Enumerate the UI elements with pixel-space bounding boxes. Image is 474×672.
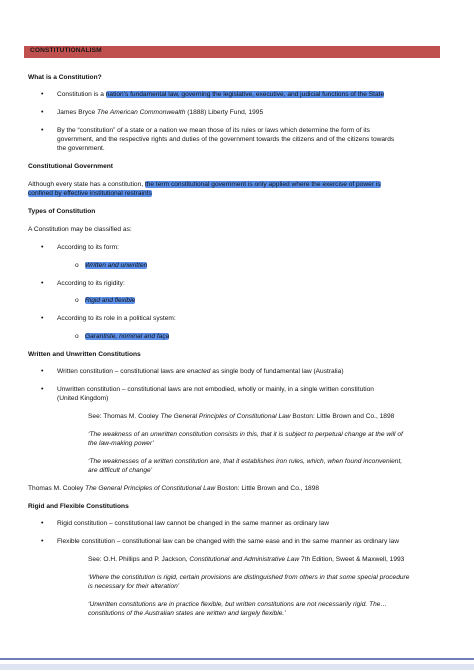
form-item xyxy=(85,261,147,270)
bryce-quote-line: government, and the respective rights and duties of the government towards the citizens and of the citizens towards xyxy=(57,136,395,143)
sub-bullet: o xyxy=(75,297,79,304)
bullet: • xyxy=(41,315,44,322)
form-label: According to its form: xyxy=(57,244,119,251)
page-footer-band xyxy=(0,664,474,670)
heading-types-of-constitution: Types of Constitution xyxy=(28,208,96,215)
heading-rigid-flexible: Rigid and Flexible Constitutions xyxy=(28,503,129,510)
bryce-citation: James Bryce The American Commonwealth (1888) Liberty Fund, 1995 xyxy=(57,109,264,116)
role-label: According to its role in a political system: xyxy=(57,315,176,322)
unwritten-line: (United Kingdom) xyxy=(57,395,109,402)
bullet: • xyxy=(41,280,44,287)
bullet: • xyxy=(41,244,44,251)
see-cooley: See: Thomas M. Cooley The General Principles of Constitutional Law Boston: Little Brown and Co., 1898 xyxy=(88,413,395,420)
bullet: • xyxy=(41,368,44,375)
definition-bullet: Constitution is a nation's fundamental law, governing the legislative, executive, and judicial functions of the State xyxy=(57,91,385,98)
quote-rigid-line: ‘Where the constitution is rigid, certain provisions are distinguished from others in that some special procedure xyxy=(88,574,410,581)
unwritten-line: Unwritten constitution – constitutional laws are not embodied, wholly or mainly, in a single written constitution xyxy=(57,386,374,393)
sub-bullet: o xyxy=(75,333,79,340)
highlight: nation's fundamental law, governing the legislative, executive, and judicial functions of the State xyxy=(105,91,385,98)
government-paragraph-line xyxy=(28,189,152,198)
government-paragraph-line: Although every state has a constitution, the term constitutional government is only applied where the exercise of power is xyxy=(28,181,381,188)
heading-constitutional-government: Constitutional Government xyxy=(28,163,113,170)
bryce-quote-line: the government. xyxy=(57,145,105,152)
bullet: • xyxy=(41,386,44,393)
bryce-quote-line: By the “constitution” of a state or a nation we mean those of its rules or laws which determine the form of its xyxy=(57,127,370,134)
highlight: the term constitutional government is only applied where the exercise of power is xyxy=(144,181,381,188)
highlight: Garantiste, nominal and faça xyxy=(85,333,170,340)
quote-unwritten-line: the law-making power’ xyxy=(88,440,154,447)
rigidity-label: According to its rigidity: xyxy=(57,280,125,287)
quote-written-line: are difficult of change’ xyxy=(88,467,153,474)
bullet: • xyxy=(41,109,44,116)
rigid-bullet: Rigid constitution – constitutional law cannot be changed in the same manner as ordinary law xyxy=(57,520,329,527)
bullet: • xyxy=(41,538,44,545)
quote-rigid-line: is necessary for their alteration’ xyxy=(88,583,180,590)
quote-unwritten-line: ‘The weakness of an unwritten constitution consists in this, that it is subject to perpetual change at the will of xyxy=(88,431,403,438)
highlight: Written and unwritten xyxy=(85,262,148,269)
quote-written-line: ‘The weaknesses of a written constitution are, that it establishes iron rules, which, when found inconvenient, xyxy=(88,458,403,465)
sub-bullet: o xyxy=(75,262,79,269)
rigidity-item xyxy=(85,296,135,305)
flexible-bullet: Flexible constitution – constitutional law can be changed with the same ease and in the same manner as ordinary law xyxy=(57,538,399,545)
bullet: • xyxy=(41,127,44,134)
written-bullet: Written constitution – constitutional laws are enacted as single body of fundamental law (Australia) xyxy=(57,368,344,375)
heading-written-unwritten: Written and Unwritten Constitutions xyxy=(28,351,141,358)
see-phillips: See: O.H. Phillips and P. Jackson, Constitutional and Administrative Law 7th Edition, Sweet & Maxwell, 1993 xyxy=(88,556,405,563)
bullet: • xyxy=(41,520,44,527)
highlight: Rigid and flexible xyxy=(85,297,136,304)
role-item xyxy=(85,332,169,341)
types-intro: A Constitution may be classified as: xyxy=(28,226,132,233)
heading-what-is-constitution: What is a Constitution? xyxy=(28,74,102,81)
banner-title: CONSTITUTIONALISM xyxy=(30,47,102,54)
cooley-citation: Thomas M. Cooley The General Principles of Constitutional Law Boston: Little Brown and Co., 1898 xyxy=(28,485,320,492)
highlight: confined by effective institutional restraints xyxy=(28,190,152,197)
section-banner xyxy=(24,46,440,58)
quote-flexible-line: ‘Unwritten constitutions are in practice flexible, but written constitutions are not necessarily rigid. The… xyxy=(88,601,388,608)
quote-flexible-line: constitutions of the Australian states are written and largely flexible.’ xyxy=(88,610,286,617)
bullet: • xyxy=(41,91,44,98)
